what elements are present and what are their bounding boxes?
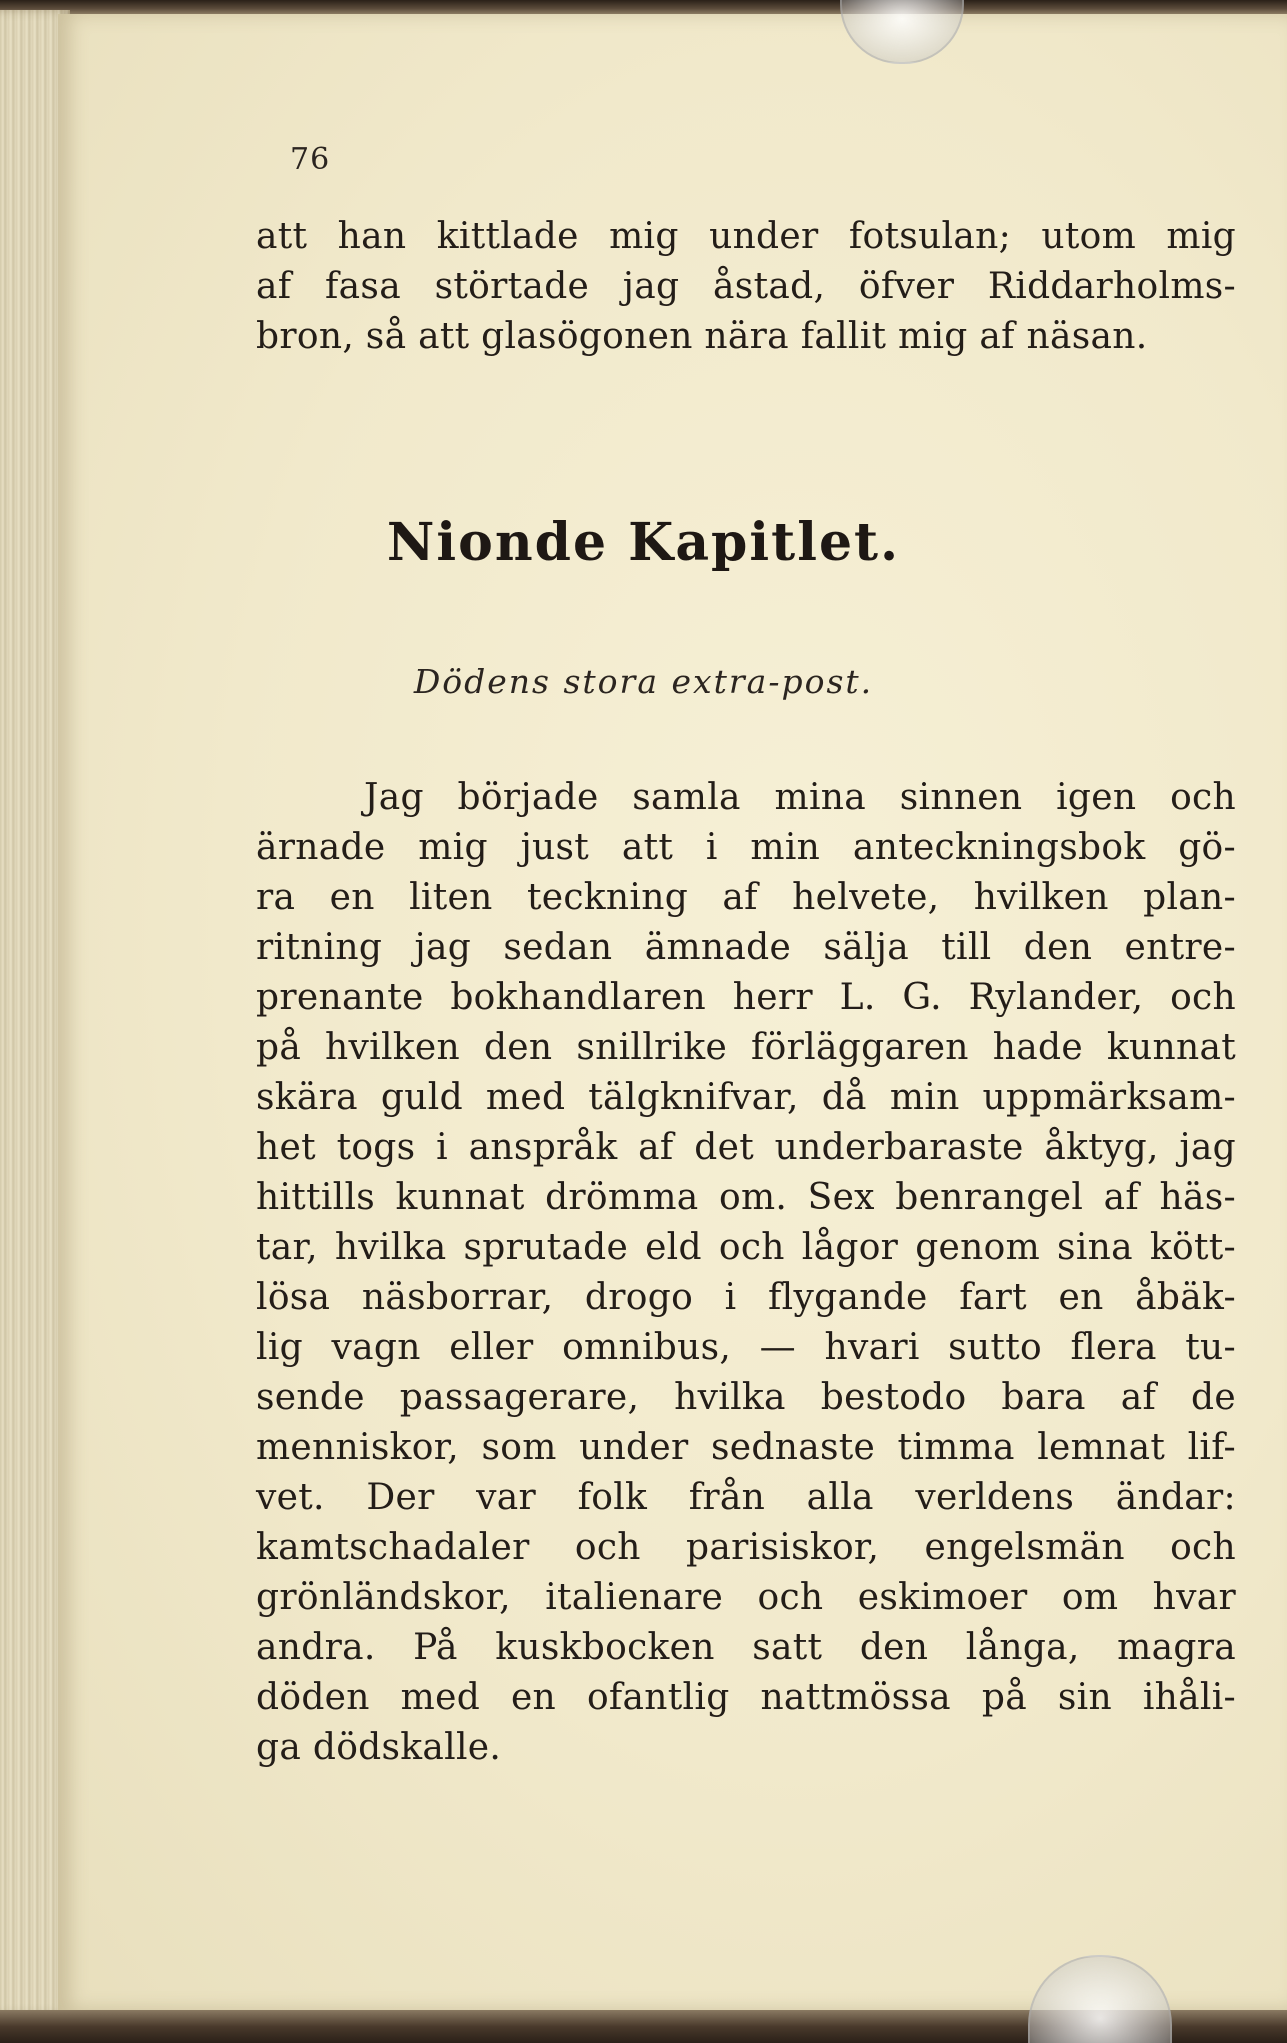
chapter-title: Nionde Kapitlet. [386, 512, 901, 573]
text-line: tar, hvilka sprutade eld och lågor genom sina kött- [256, 1227, 1236, 1268]
text-line: kamtschadaler och parisiskor, engelsmän och [256, 1527, 1236, 1568]
text-line: ärnade mig just att i min anteckningsbok gö- [256, 827, 1236, 868]
text-line: lösa näsborrar, drogo i flygande fart en åbäk- [256, 1277, 1236, 1318]
text-line: ra en liten teckning af helvete, hvilken plan- [256, 877, 1236, 918]
book-top-edge [0, 0, 1287, 14]
page-number: 76 [290, 142, 331, 177]
text-line: Jag började samla mina sinnen igen och [364, 777, 1236, 818]
body-paragraph [256, 773, 1236, 1773]
text-line: sende passagerare, hvilka bestodo bara af de [256, 1377, 1236, 1418]
text-line: lig vagn eller omnibus, — hvari sutto flera tu- [256, 1327, 1236, 1368]
text-line: andra. På kuskbocken satt den långa, magra [256, 1627, 1236, 1668]
text-line: prenante bokhandlaren herr L. G. Rylander, och [256, 977, 1236, 1018]
text-line: menniskor, som under sednaste timma lemnat lif- [256, 1427, 1236, 1468]
text-line: skära guld med tälgknifvar, då min uppmärksam- [256, 1077, 1236, 1118]
text-line: på hvilken den snillrike förläggaren hade kunnat [256, 1027, 1236, 1068]
text-line: hittills kunnat drömma om. Sex benrangel af häs- [256, 1177, 1236, 1218]
chapter-subtitle: Dödens stora extra-post. [413, 662, 874, 701]
text-line: vet. Der var folk från alla verldens ändar: [256, 1477, 1236, 1518]
text-line: att han kittlade mig under fotsulan; utom mig [256, 216, 1236, 257]
text-line: het togs i anspråk af det underbaraste åktyg, jag [256, 1127, 1236, 1168]
text-line: ga dödskalle. [256, 1727, 502, 1768]
text-line: af fasa störtade jag åstad, öfver Riddarholms- [256, 266, 1236, 307]
intro-paragraph [256, 212, 1236, 362]
text-line: bron, så att glasögonen nära fallit mig af näsan. [256, 316, 1148, 357]
text-line: grönländskor, italienare och eskimoer om hvar [256, 1577, 1236, 1618]
text-line: döden med en ofantlig nattmössa på sin ihåli- [256, 1677, 1236, 1718]
text-line: ritning jag sedan ämnade sälja till den entre- [256, 927, 1236, 968]
